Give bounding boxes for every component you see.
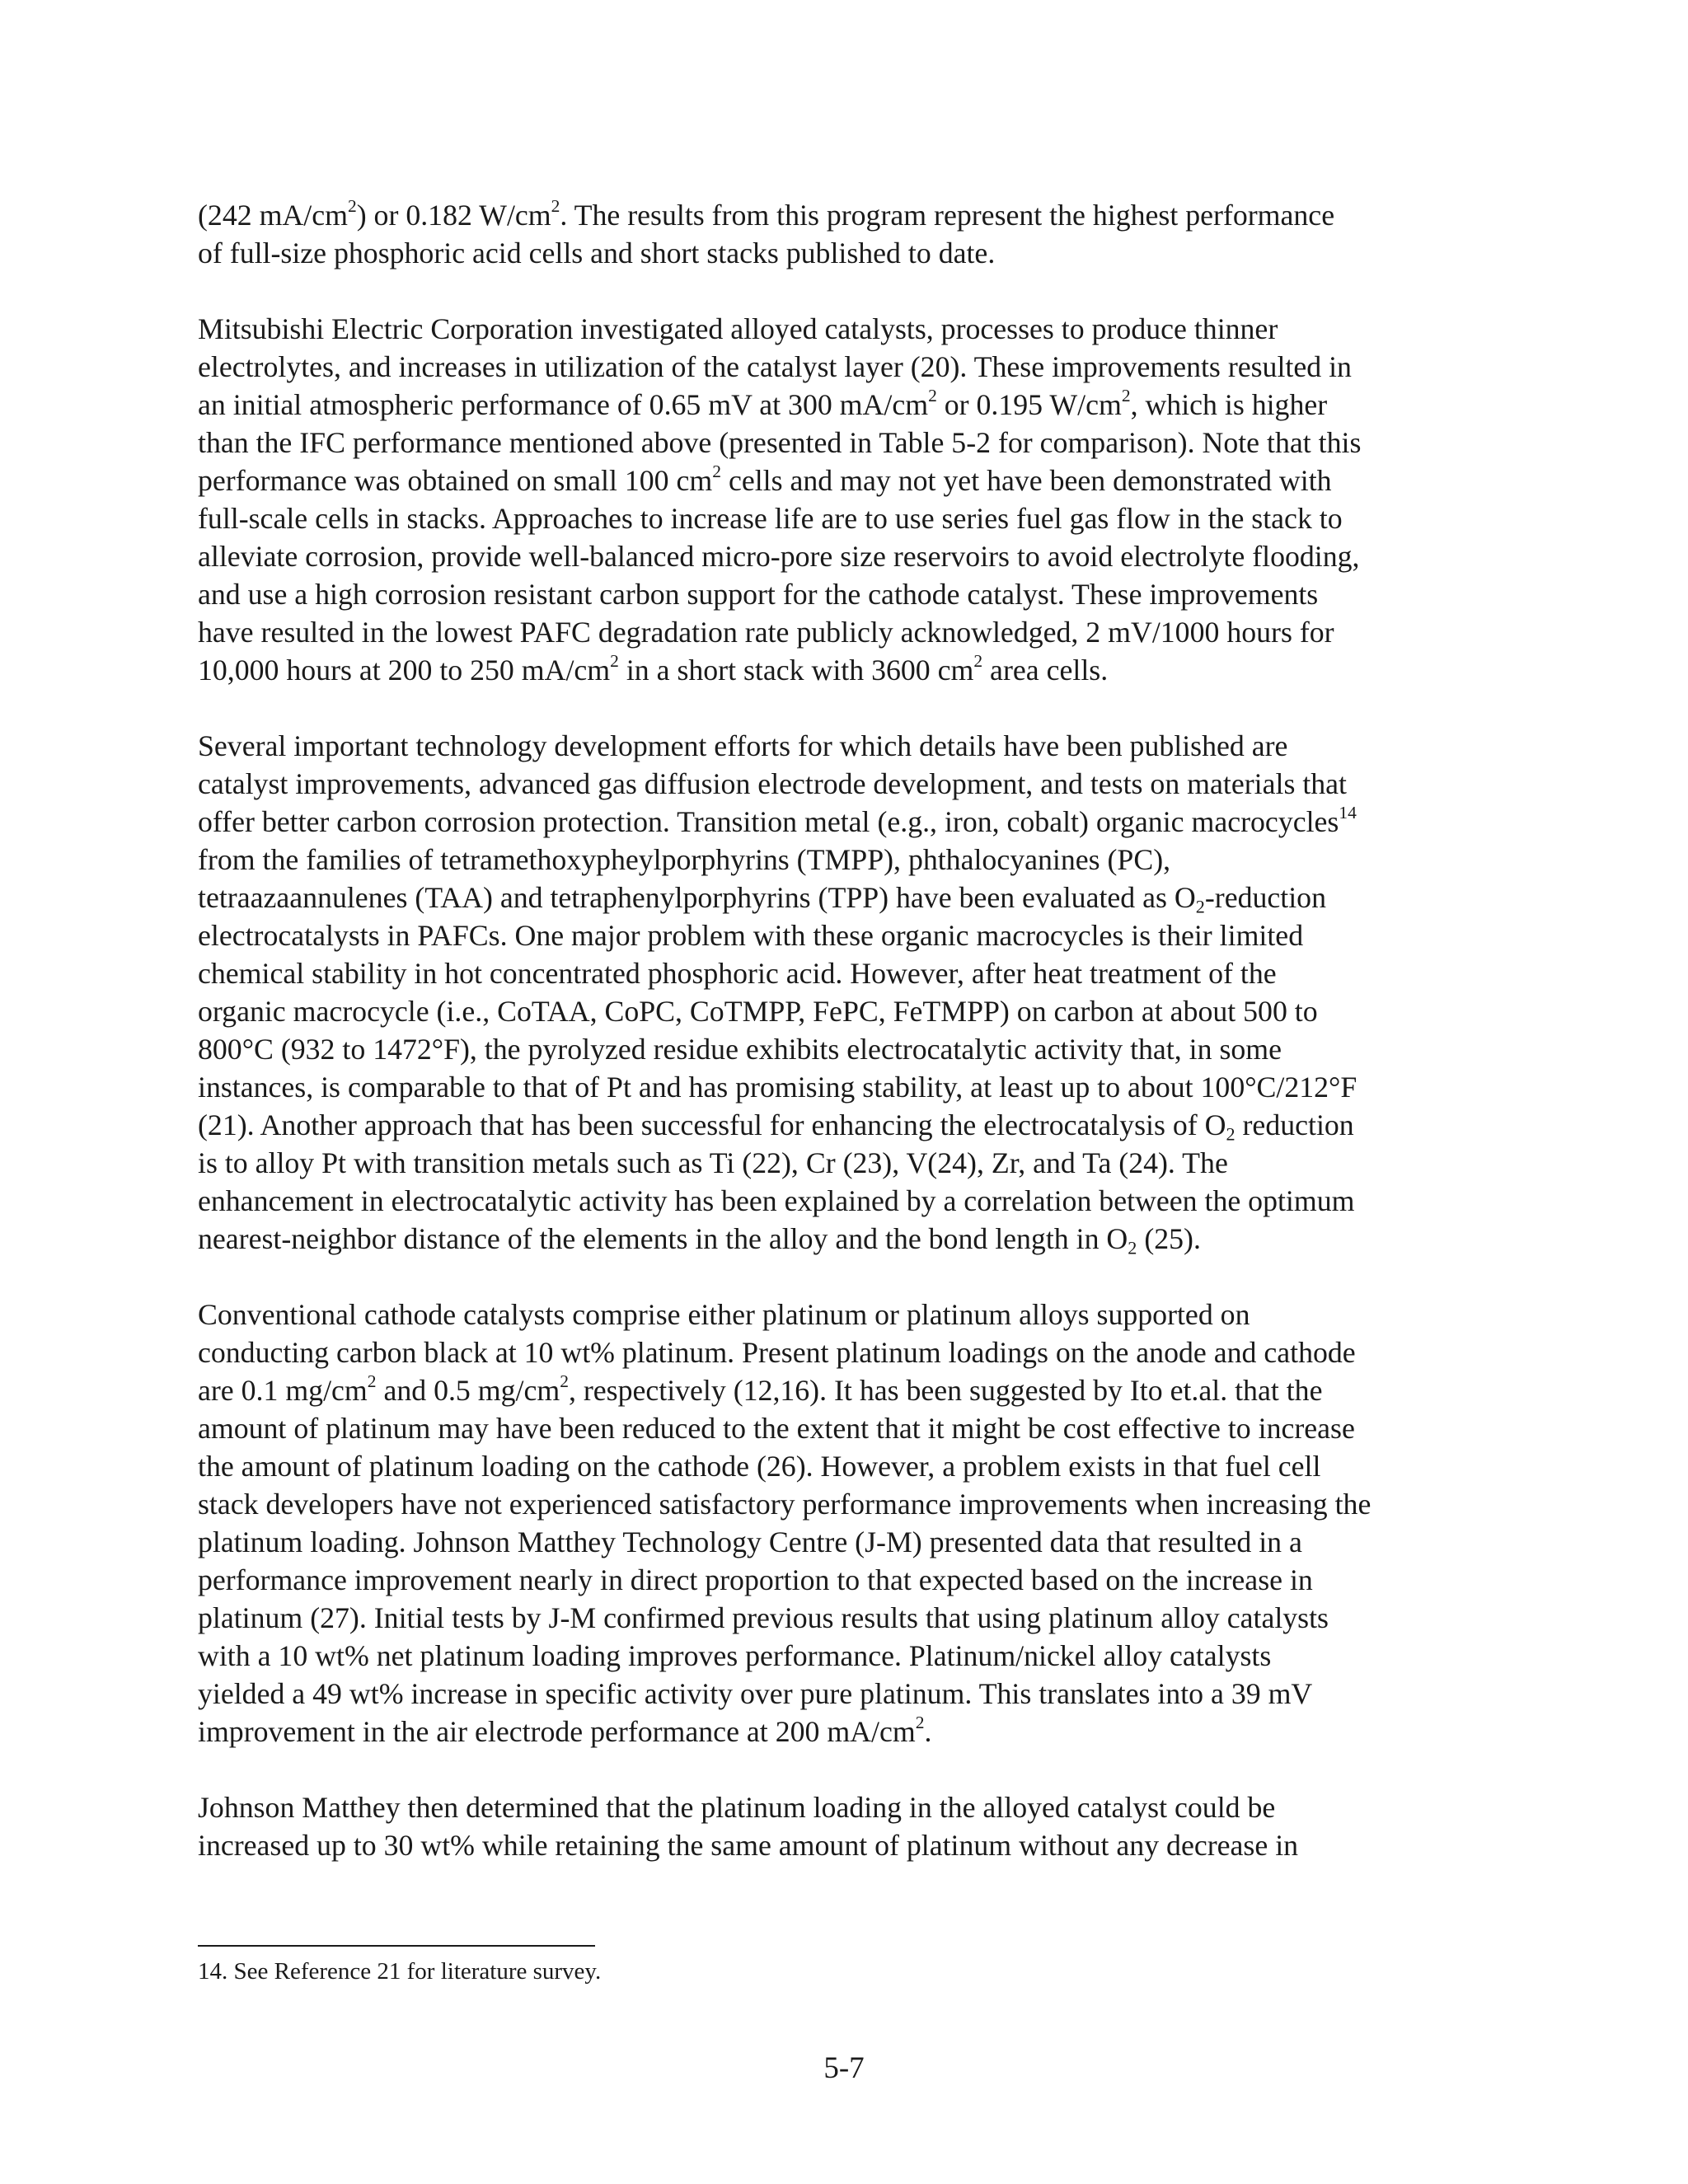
paragraph: [198, 310, 1500, 689]
text-run: chemical stability in hot concentrated phosphoric acid. However, after heat treatment of the: [198, 957, 1277, 990]
text-line: [198, 348, 1500, 386]
text-run: electrolytes, and increases in utilization of the catalyst layer (20). These improvements resulted in: [198, 350, 1352, 383]
text-line: [198, 992, 1500, 1030]
text-run: , respectively (12,16). It has been suggested by Ito et.al. that the: [568, 1374, 1323, 1407]
text-run: ) or 0.182 W/cm: [356, 199, 551, 232]
text-run: are 0.1 mg/cm: [198, 1374, 368, 1407]
text-run: electrocatalysts in PAFCs. One major problem with these organic macrocycles is their limited: [198, 919, 1304, 952]
superscript: 14: [1339, 802, 1357, 823]
superscript: 2: [928, 385, 937, 405]
text-line: [198, 1409, 1500, 1447]
text-run: and 0.5 mg/cm: [376, 1374, 560, 1407]
subscript: 2: [1195, 896, 1205, 917]
text-line: [198, 613, 1500, 651]
text-run: organic macrocycle (i.e., CoTAA, CoPC, CoTMPP, FePC, FeTMPP) on carbon at about 500 to: [198, 995, 1318, 1028]
text-run: catalyst improvements, advanced gas diffusion electrode development, and tests on materials that: [198, 767, 1347, 800]
subscript: 2: [1226, 1123, 1236, 1145]
text-run: Johnson Matthey then determined that the platinum loading in the alloyed catalyst could be: [198, 1791, 1276, 1824]
text-line: [198, 727, 1500, 765]
text-run: an initial atmospheric performance of 0.65 mV at 300 mA/cm: [198, 388, 929, 421]
text-run: (242 mA/cm: [198, 199, 348, 232]
text-run: nearest-neighbor distance of the elements in the alloy and the bond length in O: [198, 1222, 1128, 1255]
text-line: [198, 954, 1500, 992]
text-run: cells and may not yet have been demonstrated with: [721, 464, 1332, 497]
text-run: the amount of platinum loading on the cathode (26). However, a problem exists in that fuel cell: [198, 1450, 1321, 1483]
text-line: [198, 1561, 1500, 1599]
text-line: [198, 196, 1500, 234]
paragraph: [198, 727, 1500, 1258]
superscript: 2: [551, 195, 560, 216]
text-run: platinum loading. Johnson Matthey Technology Centre (J-M) presented data that resulted in a: [198, 1526, 1302, 1558]
text-run: Several important technology development efforts for which details have been published are: [198, 729, 1288, 762]
text-run: yielded a 49 wt% increase in specific activity over pure platinum. This translates into a 39 mV: [198, 1677, 1313, 1710]
text-run: full-scale cells in stacks. Approaches to increase life are to use series fuel gas flow in the stack to: [198, 502, 1343, 535]
text-run: in a short stack with 3600 cm: [618, 654, 974, 687]
text-line: [198, 1788, 1500, 1826]
text-line: [198, 1030, 1500, 1068]
footnote-14: 14. See Reference 21 for literature survey.: [198, 1958, 602, 1985]
superscript: 2: [367, 1371, 377, 1391]
text-run: , which is higher: [1130, 388, 1328, 421]
superscript: 2: [347, 195, 357, 216]
text-run: with a 10 wt% net platinum loading improves performance. Platinum/nickel alloy catalysts: [198, 1639, 1272, 1672]
text-line: [198, 916, 1500, 954]
text-run: instances, is comparable to that of Pt and has promising stability, at least up to about 100°C/212°F: [198, 1071, 1357, 1104]
text-run: reduction: [1235, 1108, 1354, 1141]
text-line: [198, 499, 1500, 537]
text-line: [198, 879, 1500, 916]
text-line: [198, 1068, 1500, 1106]
text-run: of full-size phosphoric acid cells and short stacks published to date.: [198, 237, 996, 269]
text-line: [198, 803, 1500, 841]
superscript: 2: [560, 1371, 569, 1391]
text-run: (25).: [1137, 1222, 1201, 1255]
paragraph: [198, 196, 1500, 272]
text-line: [198, 1637, 1500, 1675]
text-run: performance improvement nearly in direct proportion to that expected based on the increase in: [198, 1563, 1313, 1596]
text-run: stack developers have not experienced satisfactory performance improvements when increasing the: [198, 1488, 1372, 1521]
text-run: is to alloy Pt with transition metals such as Ti (22), Cr (23), V(24), Zr, and Ta (24). The: [198, 1146, 1228, 1179]
text-run: (21). Another approach that has been successful for enhancing the electrocatalysis of O: [198, 1108, 1226, 1141]
text-run: -reduction: [1204, 881, 1326, 914]
text-line: [198, 1333, 1500, 1371]
text-run: alleviate corrosion, provide well-balanced micro-pore size reservoirs to avoid electrolyte flooding,: [198, 540, 1360, 573]
text-line: [198, 234, 1500, 272]
text-line: [198, 1485, 1500, 1523]
text-run: or 0.195 W/cm: [936, 388, 1122, 421]
text-line: [198, 537, 1500, 575]
text-line: [198, 1220, 1500, 1258]
text-line: [198, 1447, 1500, 1485]
text-line: [198, 765, 1500, 803]
text-run: enhancement in electrocatalytic activity has been explained by a correlation between the optimum: [198, 1184, 1355, 1217]
superscript: 2: [915, 1712, 925, 1732]
text-run: 800°C (932 to 1472°F), the pyrolyzed residue exhibits electrocatalytic activity that, in some: [198, 1033, 1282, 1066]
superscript: 2: [1121, 385, 1131, 405]
text-line: [198, 1675, 1500, 1713]
text-run: area cells.: [982, 654, 1109, 687]
text-line: [198, 1371, 1500, 1409]
footnote-separator: [198, 1945, 595, 1947]
text-run: from the families of tetramethoxypheylporphyrins (TMPP), phthalocyanines (PC),: [198, 843, 1171, 876]
text-line: [198, 424, 1500, 462]
text-line: [198, 1826, 1500, 1864]
text-run: than the IFC performance mentioned above (presented in Table 5-2 for comparison). Note that this: [198, 426, 1362, 459]
text-line: [198, 1599, 1500, 1637]
text-line: [198, 1296, 1500, 1333]
text-line: [198, 310, 1500, 348]
text-line: [198, 1106, 1500, 1144]
text-line: [198, 575, 1500, 613]
text-run: Conventional cathode catalysts comprise either platinum or platinum alloys supported on: [198, 1298, 1250, 1331]
text-line: [198, 462, 1500, 499]
page-number: 5-7: [823, 2051, 865, 2085]
paragraph: [198, 1788, 1500, 1864]
paragraph: [198, 1296, 1500, 1750]
text-run: improvement in the air electrode performance at 200 mA/cm: [198, 1715, 916, 1748]
text-run: offer better carbon corrosion protection. Transition metal (e.g., iron, cobalt) organic macrocycles: [198, 805, 1339, 838]
text-run: performance was obtained on small 100 cm: [198, 464, 713, 497]
text-run: have resulted in the lowest PAFC degradation rate publicly acknowledged, 2 mV/1000 hours for: [198, 616, 1334, 649]
text-line: [198, 386, 1500, 424]
text-line: [198, 651, 1500, 689]
superscript: 2: [973, 650, 983, 671]
text-line: [198, 1182, 1500, 1220]
text-run: increased up to 30 wt% while retaining the same amount of platinum without any decrease in: [198, 1829, 1299, 1862]
text-run: amount of platinum may have been reduced to the extent that it might be cost effective to increase: [198, 1412, 1355, 1445]
text-run: 10,000 hours at 200 to 250 mA/cm: [198, 654, 611, 687]
superscript: 2: [610, 650, 619, 671]
text-line: [198, 1713, 1500, 1750]
text-run: platinum (27). Initial tests by J-M confirmed previous results that using platinum alloy catalysts: [198, 1601, 1329, 1634]
text-run: conducting carbon black at 10 wt% platinum. Present platinum loadings on the anode and cathode: [198, 1336, 1356, 1369]
text-line: [198, 1144, 1500, 1182]
text-run: and use a high corrosion resistant carbon support for the cathode catalyst. These improvements: [198, 578, 1319, 611]
text-run: .: [924, 1715, 932, 1748]
text-line: [198, 841, 1500, 879]
text-run: . The results from this program represent the highest performance: [560, 199, 1335, 232]
text-line: [198, 1523, 1500, 1561]
body-text: [198, 196, 1500, 1902]
text-run: tetraazaannulenes (TAA) and tetraphenylporphyrins (TPP) have been evaluated as O: [198, 881, 1196, 914]
subscript: 2: [1128, 1237, 1137, 1258]
text-run: Mitsubishi Electric Corporation investigated alloyed catalysts, processes to produce thinner: [198, 312, 1278, 345]
superscript: 2: [712, 461, 721, 481]
